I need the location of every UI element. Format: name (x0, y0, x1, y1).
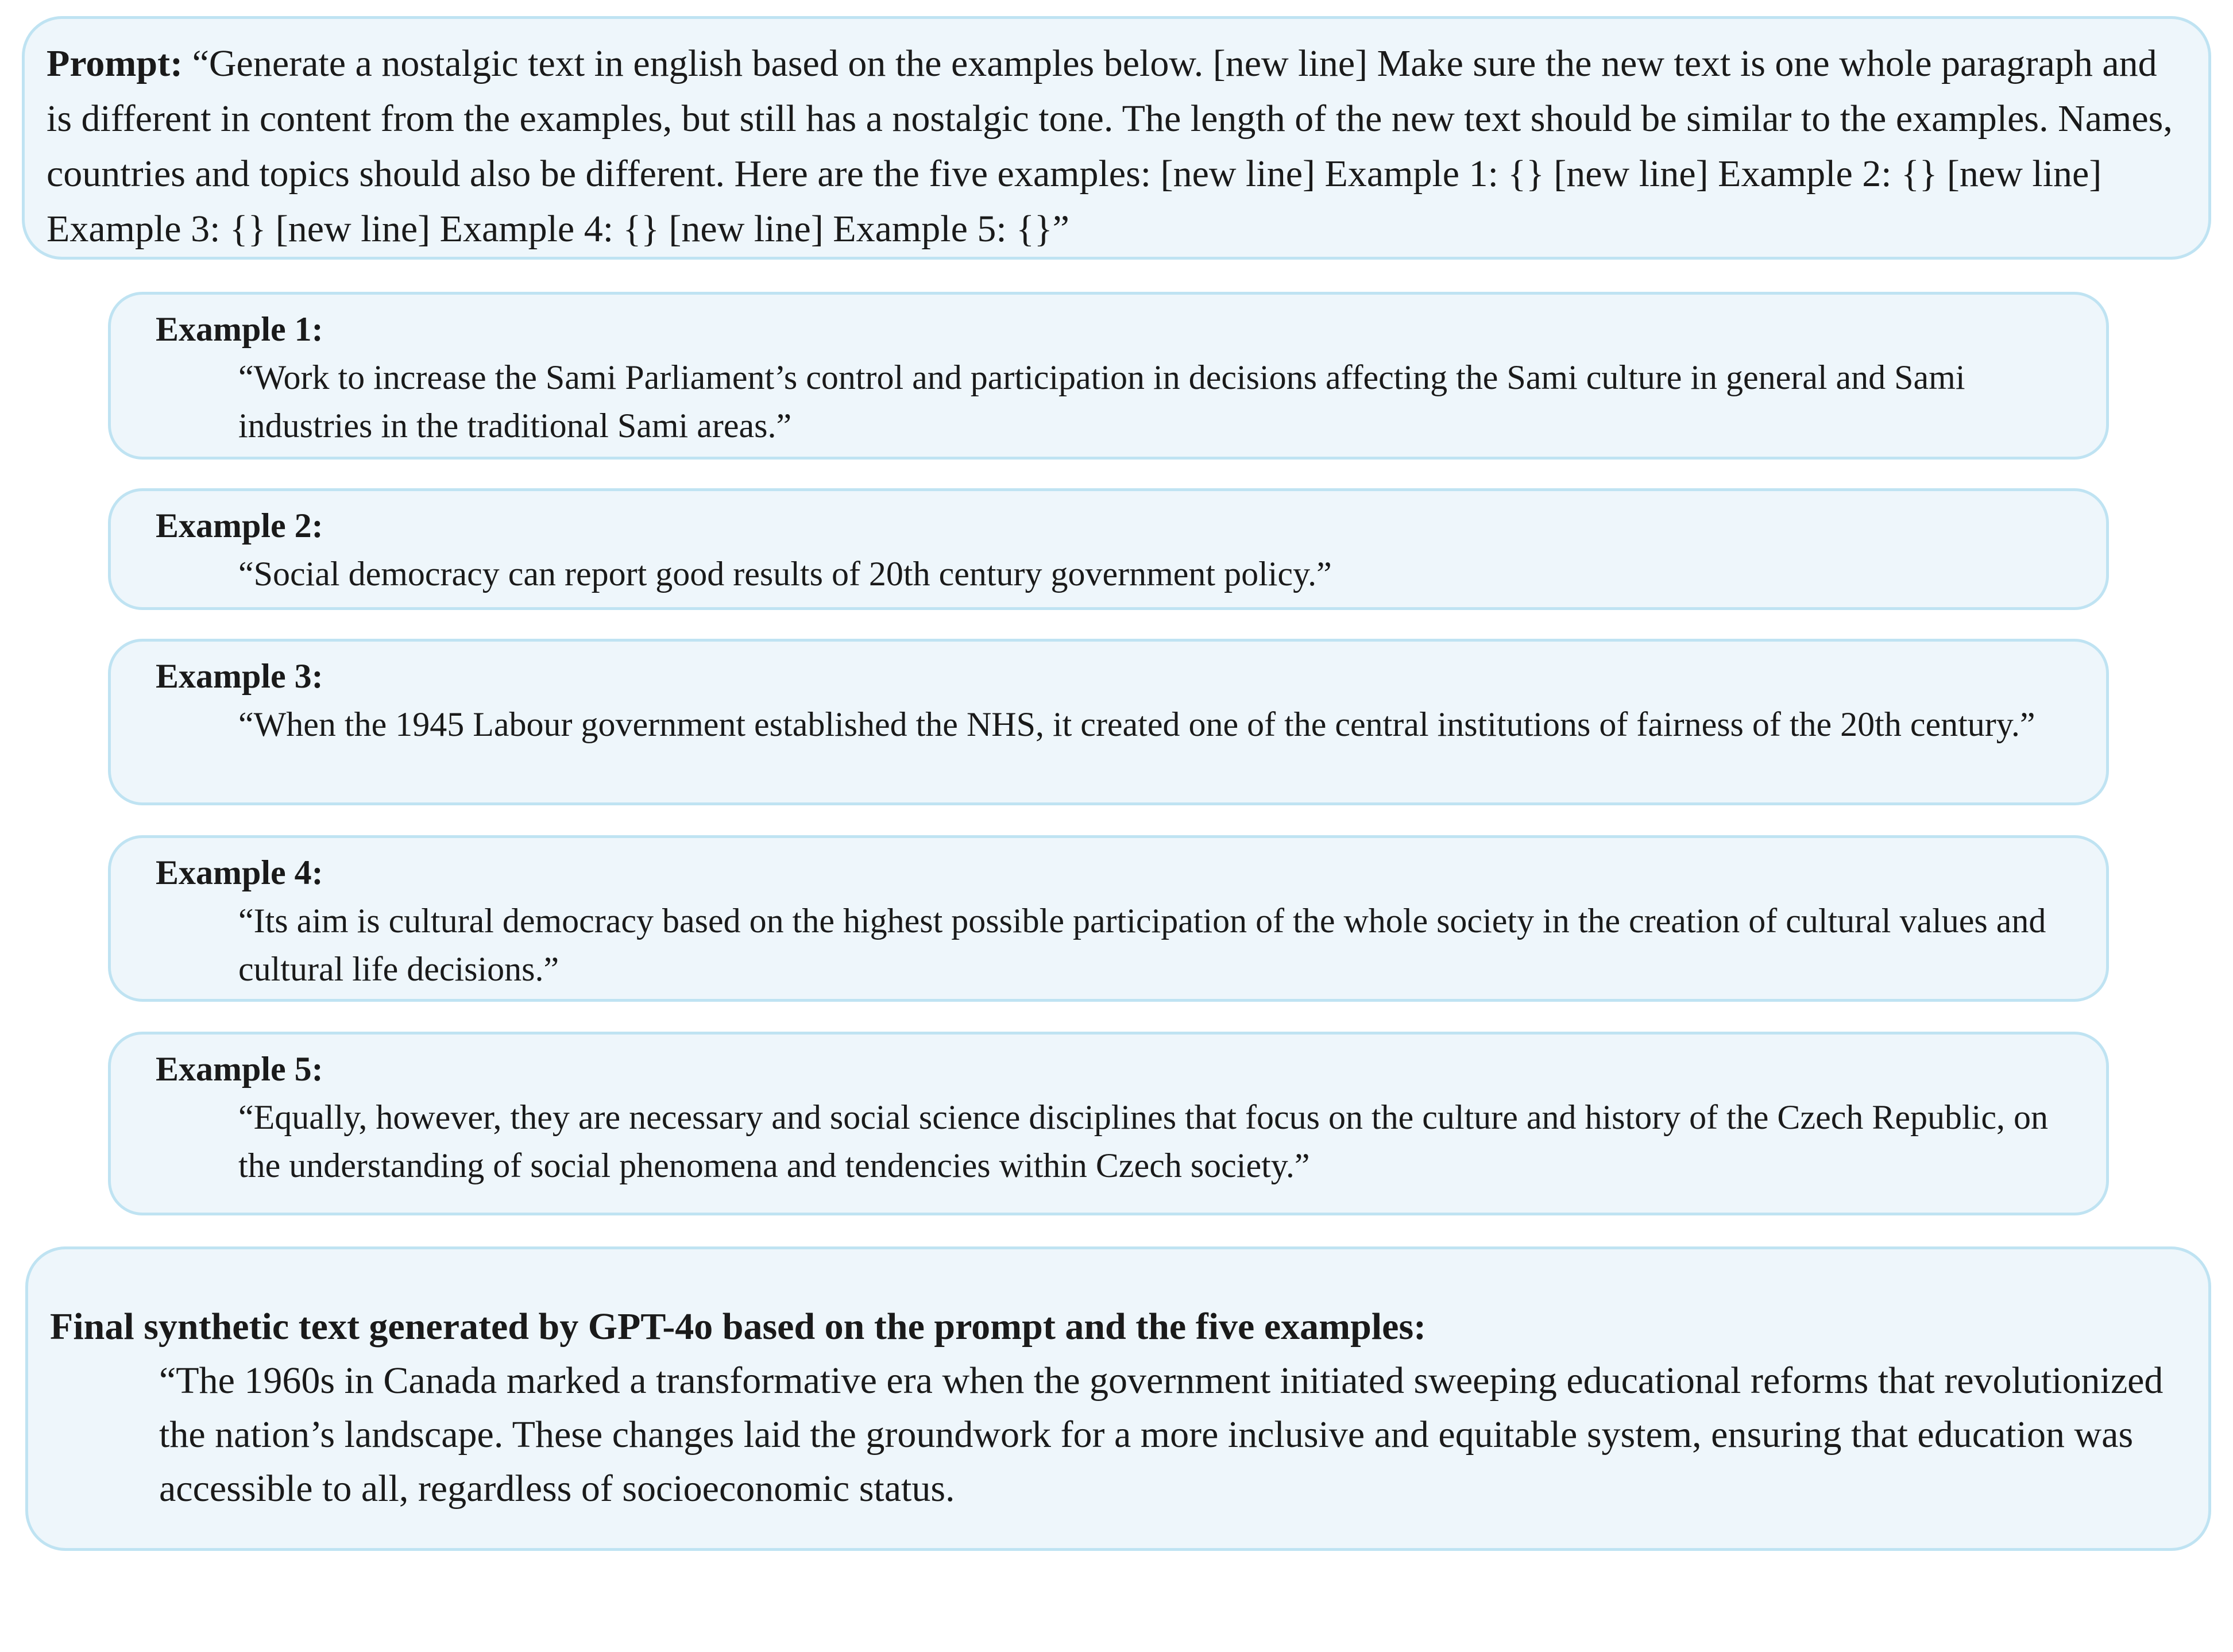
example-box-4 (108, 835, 2109, 1002)
example-text: “Work to increase the Sami Parliament’s control and participation in decisions affecting the Sami culture in general and Sami industries in the traditional Sami areas.” (238, 358, 1965, 445)
final-output-box: Final synthetic text generated by GPT-4o based on the prompt and the five examples: “The 1960s in Canada marked a transformative era when the government initiated sweeping educational reforms that revolutionized the nation’s landscape. These changes laid the groundwork for a more inclusive and equitable system, ensuring that education was accessible to all, regardless of socioeconomic status. (25, 1246, 2211, 1551)
example-title: Example 1: (156, 310, 323, 348)
prompt-text: “Generate a nostalgic text in english based on the examples below. [new line] Make sure the new text is one whole paragraph and is different in content from the examples, but still has a nostalgic tone. The length of the new text should be similar to the examples. Names, countries and topics should also be different. Here are the five examples: [new line] Example 1: {} [new line] Example 2: {} [new line] Example 3: {} [new line] Example 4: {} [new line] Example 5: {}” (47, 43, 2173, 250)
example-title: Example 4: (156, 854, 323, 891)
example-title: Example 3: (156, 657, 323, 695)
example-text: “Social democracy can report good results of 20th century government policy.” (238, 555, 1332, 593)
example-text: “Its aim is cultural democracy based on the highest possible participation of the whole society in the creation of cultural values and cultural life decisions.” (238, 902, 2046, 988)
prompt-label: Prompt (47, 43, 171, 84)
example-box-5 (108, 1032, 2109, 1215)
example-box-3 (108, 639, 2109, 805)
example-title: Example 2: (156, 507, 323, 545)
prompt-box: Prompt: “Generate a nostalgic text in english based on the examples below. [new line] Make sure the new text is one whole paragraph and is different in content from the examples, but still has a nostalgic tone. The length of the new text should be similar to the examples. Names, countries and topics should also be different. Here are the five examples: [new line] Example 1: {} [new line] Example 2: {} [new line] Example 3: {} [new line] Example 4: {} [new line] Example 5: {}” (22, 16, 2211, 260)
example-box-1 (108, 292, 2109, 460)
example-box-2 (108, 488, 2109, 610)
final-text: “The 1960s in Canada marked a transformative era when the government initiated sweeping educational reforms that revolutionized the nation’s landscape. These changes laid the groundwork for a more inclusive and equitable system, ensuring that education was accessible to all, regardless of socioeconomic status. (159, 1360, 2164, 1510)
example-title: Example 5: (156, 1050, 323, 1088)
example-text: “When the 1945 Labour government established the NHS, it created one of the central institutions of fairness of the 20th century.” (238, 705, 2035, 743)
example-text: “Equally, however, they are necessary and social science disciplines that focus on the culture and history of the Czech Republic, on the understanding of social phenomena and tendencies within Czech society.” (238, 1098, 2048, 1184)
final-title: Final synthetic text generated by GPT-4o based on the prompt and the five examples (50, 1306, 1414, 1348)
